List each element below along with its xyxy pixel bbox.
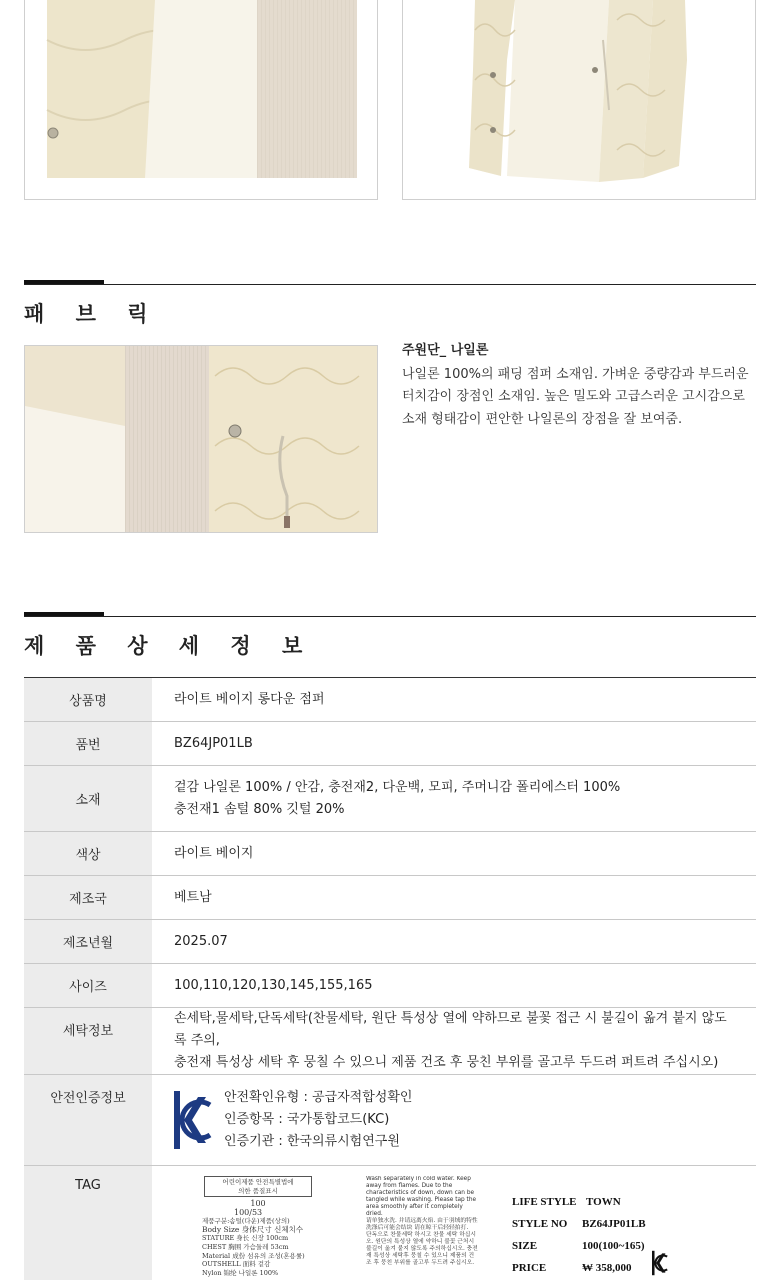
- care-label-line: Body Size 身体尺寸 신체치수: [202, 1224, 304, 1234]
- care-label-header-line: 의한 품질표시: [238, 1186, 278, 1195]
- table-row: [24, 920, 756, 964]
- price-tag-label: PRICE: [512, 1262, 547, 1274]
- product-photo-detail-left: [24, 0, 378, 200]
- price-tag-label: LIFE STYLE: [512, 1196, 577, 1208]
- table-row: [24, 832, 756, 876]
- fabric-description: [402, 340, 756, 431]
- price-tag-value: TOWN: [586, 1196, 621, 1208]
- row-value: [152, 1075, 756, 1166]
- care-label-line: STATURE 身长 신장 100cm: [202, 1234, 289, 1243]
- wash-instruction-tag: [366, 1176, 478, 1280]
- row-label: 안전인증정보: [24, 1075, 152, 1166]
- care-label-line: Nylon 锦纶 나일론 100%: [202, 1268, 279, 1277]
- row-value: 라이트 베이지 롱다운 점퍼: [152, 678, 756, 722]
- row-value: 2025.07: [152, 920, 756, 964]
- price-tag-value: ₩ 358,000: [582, 1262, 632, 1274]
- fabric-closeup-image: [25, 346, 377, 532]
- product-photo-full-coat: [402, 0, 756, 200]
- wash-text-cn: 请单独水洗. 并请远离火焰. 由于羽绒的特性 洗涤后可能会结块 请在晾干后轻轻拍打.: [366, 1218, 478, 1231]
- care-label-tag: [198, 1176, 318, 1280]
- kc-certification: [174, 1087, 734, 1153]
- price-tag-label: SIZE: [512, 1240, 538, 1252]
- fabric-subtitle: 주원단_ 나일론: [402, 343, 489, 358]
- row-label: 제조국: [24, 876, 152, 920]
- table-row: [24, 678, 756, 722]
- row-value-line: 충전재 특성상 세탁 후 뭉칠 수 있으니 제품 건조 후 뭉친 부위를 골고루 두드려 퍼트려 주십시오): [174, 1055, 719, 1070]
- care-label-line: OUTSHELL 面料 겉감: [202, 1260, 271, 1269]
- row-label: TAG: [24, 1166, 152, 1280]
- row-value: 100,110,120,130,145,155,165: [152, 964, 756, 1008]
- row-label: 품번: [24, 722, 152, 766]
- section-rule: [24, 616, 756, 617]
- care-label-header: [204, 1176, 312, 1197]
- row-value-line: 겉감 나일론 100% / 안감, 충전재2, 다운백, 모피, 주머니감 폴리에스터 100%: [174, 779, 621, 795]
- table-row: [24, 1008, 756, 1075]
- row-value: 베트남: [152, 876, 756, 920]
- kc-line: 인증기관 : 한국의류시험연구원: [224, 1134, 400, 1149]
- wash-text-en: Wash separately in cold water. Keep away from flames. Due to the characteristics of down, down can be tangled while washing. Please tap the area smoothly after it completely dried.: [366, 1176, 477, 1217]
- row-value: [152, 766, 756, 832]
- row-label: 색상: [24, 832, 152, 876]
- table-row: [24, 722, 756, 766]
- care-label-line: 제품구분:솜털(다운)제품(상의): [202, 1217, 290, 1226]
- table-row: [24, 766, 756, 832]
- price-tag: [512, 1196, 692, 1280]
- row-value: 라이트 베이지: [152, 832, 756, 876]
- row-value-line: 충전재1 솜털 80% 깃털 20%: [174, 801, 345, 817]
- fabric-description-text: 나일론 100%의 패딩 점퍼 소재임. 가벼운 중량감과 부드러운 터치감이 장점인 소재임. 높은 밀도와 고급스러운 고시감으로 소재 형태감이 편안한 나일론의 장점을 잘 보여줌.: [402, 366, 749, 427]
- row-label: 상품명: [24, 678, 152, 722]
- kc-info: [224, 1087, 412, 1153]
- row-label: 세탁정보: [24, 1008, 152, 1075]
- price-tag-label: STYLE NO: [512, 1218, 568, 1230]
- care-label-header-line: 어린이제품 안전특별법에: [222, 1178, 294, 1186]
- kc-line: 인증항목 : 국가통합코드(KC): [224, 1112, 390, 1127]
- wash-text-kr: 단독으로 찬물세탁 하시고 찬물 세탁 하십시오. 원단의 특성상 열에 약하니 불꽃 근처시 불길이 옮겨 붙지 않도록 주의하십시오. 충전재 특성상 세탁후 뭉칠 수 있으니 제품의 건조 후 뭉친 부위를 골고루 두드려 주십시오.: [366, 1232, 478, 1266]
- care-label-size: 100: [250, 1199, 266, 1209]
- kc-line: 안전확인유형 : 공급자적합성확인: [224, 1090, 413, 1105]
- row-value-line: 손세탁,물세탁,단독세탁(찬물세탁, 원단 특성상 열에 약하므로 불꽃 접근 시 불길이 옮겨 붙지 않도록 주의,: [174, 1011, 727, 1048]
- care-label-line: CHEST 胸围 가슴둘레 53cm: [202, 1242, 289, 1251]
- price-tag-value: 100(100~165): [582, 1240, 645, 1252]
- kc-mark-icon: [174, 1091, 212, 1149]
- row-value: BZ64JP01LB: [152, 722, 756, 766]
- row-label: 소재: [24, 766, 152, 832]
- fabric-section-title: 패 브 릭: [24, 302, 160, 326]
- price-tag-value: BZ64JP01LB: [582, 1218, 646, 1230]
- table-row: [24, 964, 756, 1008]
- row-value: [152, 1008, 756, 1075]
- table-row: [24, 1075, 756, 1166]
- care-label-size-detail: 100/53: [234, 1208, 263, 1218]
- row-label: 제조년월: [24, 920, 152, 964]
- details-section-title: 제 품 상 세 정 보: [24, 634, 315, 658]
- row-label: 사이즈: [24, 964, 152, 1008]
- table-row: [24, 876, 756, 920]
- section-rule: [24, 284, 756, 285]
- kc-mark-small-icon: [652, 1250, 668, 1276]
- jacket-closeup-image: [25, 0, 378, 200]
- fabric-closeup-photo: [24, 345, 378, 533]
- coat-full-image: [403, 0, 756, 200]
- care-label-line: Material 成份 섬유의 조성(혼용률): [202, 1251, 305, 1260]
